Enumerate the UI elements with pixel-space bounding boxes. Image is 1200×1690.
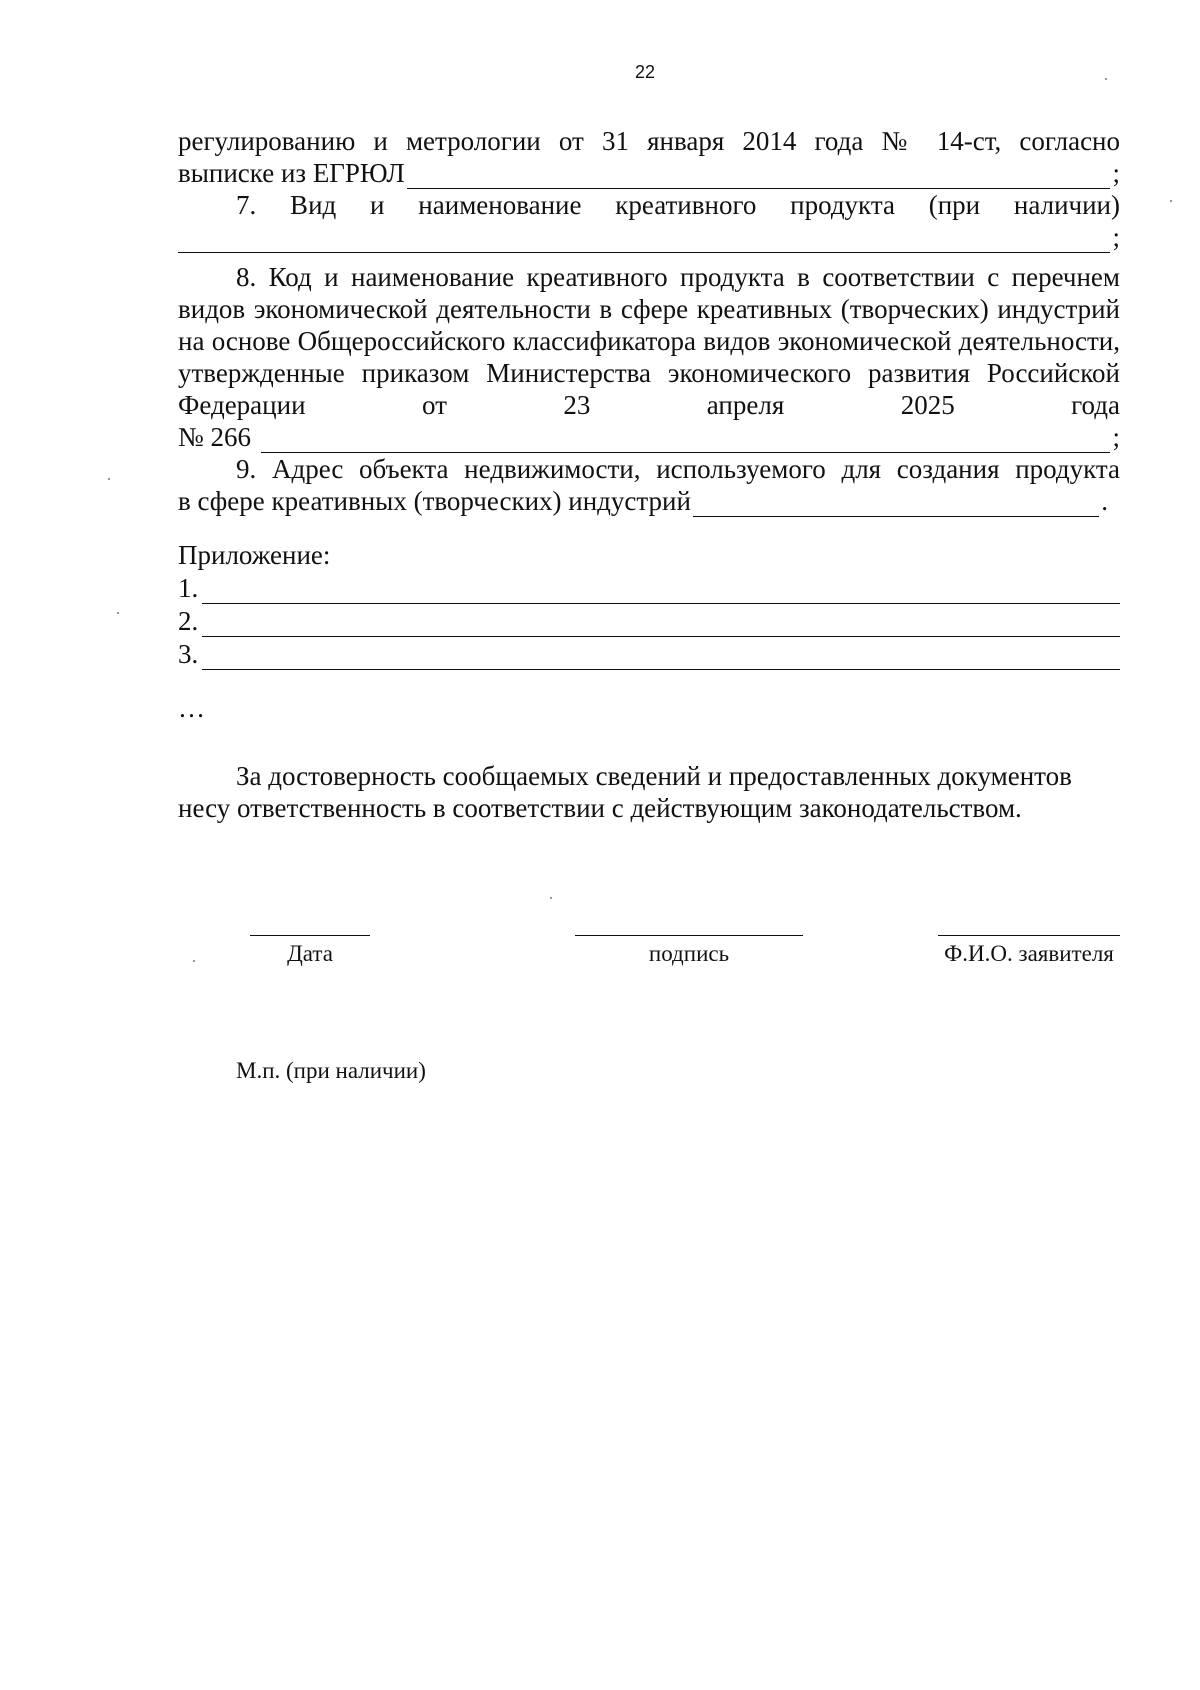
item-7-text: 7. Вид и наименование креативного продукта (при наличии): [236, 190, 1120, 220]
signature-block: [575, 935, 803, 967]
appendix-item-field[interactable]: [202, 644, 1120, 670]
scan-speck: [193, 960, 195, 962]
appendix-item-field[interactable]: [202, 611, 1120, 637]
document-body: [178, 125, 1120, 824]
item-7-field[interactable]: [178, 227, 1110, 253]
item-7-end: ;: [1112, 222, 1120, 252]
name-block: [938, 935, 1120, 967]
appendix-item-number: 3.: [178, 639, 199, 669]
date-label: Дата: [287, 941, 333, 966]
appendix-item-field[interactable]: [202, 578, 1120, 604]
name-line[interactable]: [938, 935, 1120, 936]
scan-speck: [117, 612, 119, 614]
scan-speck: [1105, 78, 1107, 80]
signature-line[interactable]: [575, 935, 803, 936]
scan-speck: [1170, 200, 1172, 202]
scan-speck: [550, 897, 552, 899]
liability-statement: За достоверность сообщаемых сведений и предоставленных документов несу ответственность в соответствии с действующим законодательством.: [178, 761, 1072, 823]
stamp-note: М.п. (при наличии): [236, 1058, 426, 1083]
appendix-item-number: 1.: [178, 573, 199, 603]
item-8-field[interactable]: [261, 427, 1110, 453]
egrul-label: выписке из ЕГРЮЛ: [178, 158, 405, 188]
scan-speck: [108, 478, 110, 480]
name-label: Ф.И.О. заявителя: [944, 941, 1114, 966]
signature-label: подпись: [648, 941, 730, 966]
item-8-end: ;: [1112, 422, 1120, 452]
item-7-line: [178, 221, 1120, 253]
item-9-field[interactable]: [693, 491, 1099, 517]
egrul-end: ;: [1112, 158, 1120, 188]
appendix-item: [178, 604, 1120, 637]
appendix-title: Приложение:: [178, 540, 331, 570]
date-line[interactable]: [250, 935, 370, 936]
item-9-text: 9. Адрес объекта недвижимости, используемого для создания продукта: [236, 454, 1120, 484]
appendix-item: [178, 571, 1120, 604]
date-block: [250, 935, 370, 967]
item-8-label: № 266: [178, 422, 252, 452]
appendix-item: [178, 637, 1120, 670]
egrul-line: [178, 157, 1120, 189]
egrul-field[interactable]: [407, 163, 1111, 189]
item-9-end: .: [1101, 486, 1108, 516]
page-number: 22: [634, 62, 656, 82]
appendix-ellipsis: …: [178, 693, 207, 723]
appendix-item-number: 2.: [178, 606, 199, 636]
item-9-label: в сфере креативных (творческих) индустрий: [178, 486, 691, 516]
text-line: регулированию и метрологии от 31 января 2014 года № 14-ст, согласно: [178, 126, 1120, 156]
item-8-text: 8. Код и наименование креативного продукта в соответствии с перечнем видов экономической деятельности в сфере креативных (творческих) индустрий на основе Общероссийского классификатора видов экономической деятельности, утвержденные приказом Министерства экономического развития Российской Федерации от 23 апреля 2025 года: [178, 262, 1120, 420]
signature-area: [0, 935, 1200, 995]
item-8-line: [178, 421, 1120, 453]
item-9-line: [178, 485, 1108, 517]
